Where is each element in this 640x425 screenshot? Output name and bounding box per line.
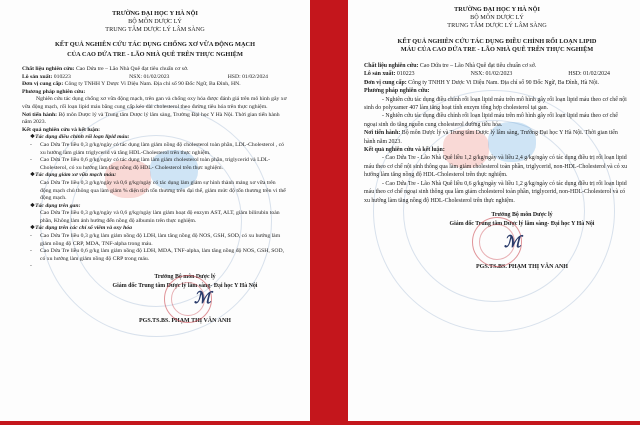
manufacture-date: NSX: 01/02/2023	[129, 73, 170, 80]
method-item: - Nghiên cứu tác dụng điều chỉnh rối loạn lipid máu trên mô hình gây rối loạn lipid máu theo cơ chế ngoại sinh do tăng nguồn cung cholesterol đường tiêu hóa.	[364, 113, 618, 128]
method-text: Nghiên cứu tác dụng chống xơ vữa động mạch, trên gan và chống oxy hóa được đánh giá trên mô hình gây xơ vữa động mạch, rối loạn lipid máu bằng cung cấp kéo dài cholesterol theo đường tiêu hóa trên thực nghiệm.	[22, 96, 287, 110]
material-line: Chất liệu nghiên cứu: Cao Dứa tre – Lão Nhà Quê đạt tiêu chuẩn cơ sở.	[364, 63, 537, 69]
method-item: - Nghiên cứu tác dụng điều chỉnh rối loạn lipid máu trên mô hình gây rối loạn lipid máu theo cơ chế nội sinh do polyxamer 407 làm tăng hoạt tính enzym tổng hợp cholesterol tại gan.	[364, 96, 627, 112]
section-liver-title: ❖ Tác dụng trên gan:	[22, 203, 288, 211]
expiry-date: HSD: 01/02/2024	[227, 73, 268, 80]
place-line: Nơi tiến hành: Bộ môn Dược lý và Trung tâm Dược lý lâm sàng, Trường Đại học Y Hà Nội. Thời gian tiến hành năm 2023.	[364, 130, 618, 145]
results-label: Kết quả nghiên cứu và kết luận:	[364, 147, 445, 154]
signer-name: PGS.TS.BS. PHẠM THỊ VÂN ANH	[139, 318, 231, 325]
department-name: BỘ MÔN DƯỢC LÝ	[128, 18, 182, 25]
document-atherosclerosis-results	[0, 0, 310, 421]
lot-line: Lô sản xuất: 010223 NSX: 01/02/2023 HSD: 01/02/2024	[364, 71, 610, 78]
document-lipid-results	[348, 0, 640, 421]
department-name: BỘ MÔN DƯỢC LÝ	[470, 14, 524, 21]
section-lipid-title: ❖ Tác dụng điều chỉnh rối loạn lipid máu:	[22, 134, 288, 142]
manufacture-date: NSX: 01/02/2023	[470, 71, 513, 78]
university-name: TRƯỜNG ĐẠI HỌC Y HÀ NỘI	[112, 10, 198, 17]
document-title: KẾT QUẢ NGHIÊN CỨU TÁC DỤNG ĐIỀU CHỈNH RỐI LOẠN LIPID MÁU CỦA CAO DỨA TRE - LÃO NHÀ QUÊ TRÊN THỰC NGHIỆM	[397, 38, 597, 53]
signer-name: PGS.TS.BS. PHẠM THỊ VÂN ANH	[476, 263, 568, 270]
university-name: TRƯỜNG ĐẠI HỌC Y HÀ NỘI	[454, 6, 540, 13]
supplier-line: Đơn vị cung cấp: Công ty TNHH Y Dược Vi Diệu Nam. Địa chỉ số 90 Đốc Ngữ, Ba Đình, HN.	[22, 81, 241, 88]
document-body	[22, 66, 288, 271]
material-line: Chất liệu nghiên cứu: Cao Dứa tre – Lão Nhà Quê đạt tiêu chuẩn cơ sở.	[22, 66, 189, 72]
list-item: - Cao Dứa Tre liều 0,3 g/kg làm giảm nồng độ LDH, làm tăng nồng độ NOS, GSH, SOD, có xu hướng làm giảm nồng độ CRP, MDA, TNF-alpha trong máu.	[30, 233, 281, 247]
section-atherosclerosis-text: Cao Dứa Tre liều 0,3 g/kg/ngày và 0,6 g/kg/ngày có tác dụng làm giảm sự hình thành mảng xơ vữa trên động mạch chủ thông qua làm giảm % diện tích tổn thương trên đại thể, giảm mức độ tổn thương trên vi thể động mạch.	[40, 179, 286, 202]
signer-title-1: Trưởng Bộ môn Dược lý	[154, 274, 216, 281]
center-name: TRUNG TÂM DƯỢC LÝ LÂM SÀNG	[447, 22, 547, 29]
expiry-date: HSD: 01/02/2024	[568, 71, 610, 78]
signer-title-2: Giám đốc Trung tâm Dược lý lâm sàng- Đại học Y Hà Nội	[112, 283, 258, 290]
list-item: - Cao Dứa Tre liều 0,3 g/kg/ngày có tác dụng làm giảm nồng độ cholesterol toàn phần, LDL-Cholesterol , có xu hướng làm giảm triglycerid và tăng HDL-Cholesterol trên thực nghiệm.	[30, 141, 284, 156]
signer-title-2: Giám đốc Trung tâm Dược lý lâm sàng- Đại học Y Hà Nội	[449, 220, 595, 227]
document-body	[364, 62, 630, 205]
document-title: KẾT QUẢ NGHIÊN CỨU TÁC DỤNG CHỐNG XƠ VỮA ĐỘNG MẠCH CỦA CAO DỨA TRE - LÃO NHÀ QUÊ TRÊN THỰC NGHIỆM	[55, 41, 255, 58]
signature-block	[82, 273, 288, 326]
method-label: Phương pháp nghiên cứu:	[364, 88, 430, 95]
list-item-empty: -	[30, 263, 32, 270]
result-item: - Cao Dứa Tre - Lão Nhà Quê liều 0,6 g/kg/ngày và liều 1,2 g/kg/ngày có tác dụng điều trị rối loạn lipid máu theo cơ chế ngoại sinh thông qua làm giảm cholesterol toàn phần, triglycerid, non-HDL-Cholesterol và có xu hướng làm tăng nồng độ HDL-Cholesterol trên thực nghiệm.	[364, 180, 627, 204]
signature-scribble: ℳ	[194, 288, 212, 308]
document-header	[22, 10, 288, 34]
results-label: Kết quả nghiên cứu và kết luận:	[22, 126, 100, 133]
signature-block	[414, 211, 630, 272]
list-item: - Cao Dứa Tre liều 0,6 g/kg/ngày có tác dụng làm làm giảm cholesterol toàn phần, triglycerid và LDL- Cholesterol, có xu hướng làm tăng nồng độ HDL- Cholesterol trên thực nghiệm.	[30, 157, 271, 171]
place-line: Nơi tiến hành: Bộ môn Dược lý và Trung tâm Dược lý lâm sàng, Trường Đại học Y Hà Nội. Thời gian tiến hành năm 2023.	[22, 111, 280, 126]
method-label: Phương pháp nghiên cứu:	[22, 88, 86, 95]
section-inflammation-title: ❖ Tác dụng trên các chỉ số viêm và oxy hóa	[22, 225, 288, 233]
section-liver-text: Cao Dứa Tre liều 0,3 g/kg/ngày và 0,6 g/kg/ngày làm giảm hoạt độ enzym AST, ALT, giảm bilirubin toàn phần, Không làm ảnh hưởng đến nồng độ albumin trên thực nghiệm.	[40, 210, 280, 224]
result-item: - Cao Dứa Tre - Lão Nhà Quê liều 1,2 g/kg/ngày và liều 2,4 g/kg/ngày có tác dụng điều trị rối loạn lipid máu theo cơ chế nội sinh thông qua làm giảm cholesterol toàn phần, triglycerid, non-HDL-Cholesterol và có xu hướng làm tăng nồng độ HDL-Cholesterol trên thực nghiệm.	[364, 155, 628, 179]
lot-line: Lô sản xuất: 010223 NSX: 01/02/2023 HSD: 01/02/2024	[22, 73, 268, 80]
signer-title-1: Trưởng Bộ môn Dược lý	[491, 211, 553, 218]
list-item: - Cao Dứa Tre liều 0,6 g/kg làm giảm nồng độ LDH, MDA, TNF-alpha, làm tăng nồng độ NOS, GSH, SOD, có xu hướng làm giảm nồng độ CRP trong máu.	[30, 248, 285, 262]
signature-scribble: ℳ	[504, 231, 522, 251]
section-atherosclerosis-title: ❖ Tác dụng giảm xơ vữa mạch máu:	[22, 172, 288, 180]
supplier-line: Đơn vị cung cấp: Công ty TNHH Y Dược Vi Diệu Nam. Địa chỉ số 90 Đốc Ngữ, Ba Đình, Hà Nội.	[364, 79, 600, 86]
center-name: TRUNG TÂM DƯỢC LÝ LÂM SÀNG	[105, 26, 205, 33]
document-header	[364, 6, 630, 30]
